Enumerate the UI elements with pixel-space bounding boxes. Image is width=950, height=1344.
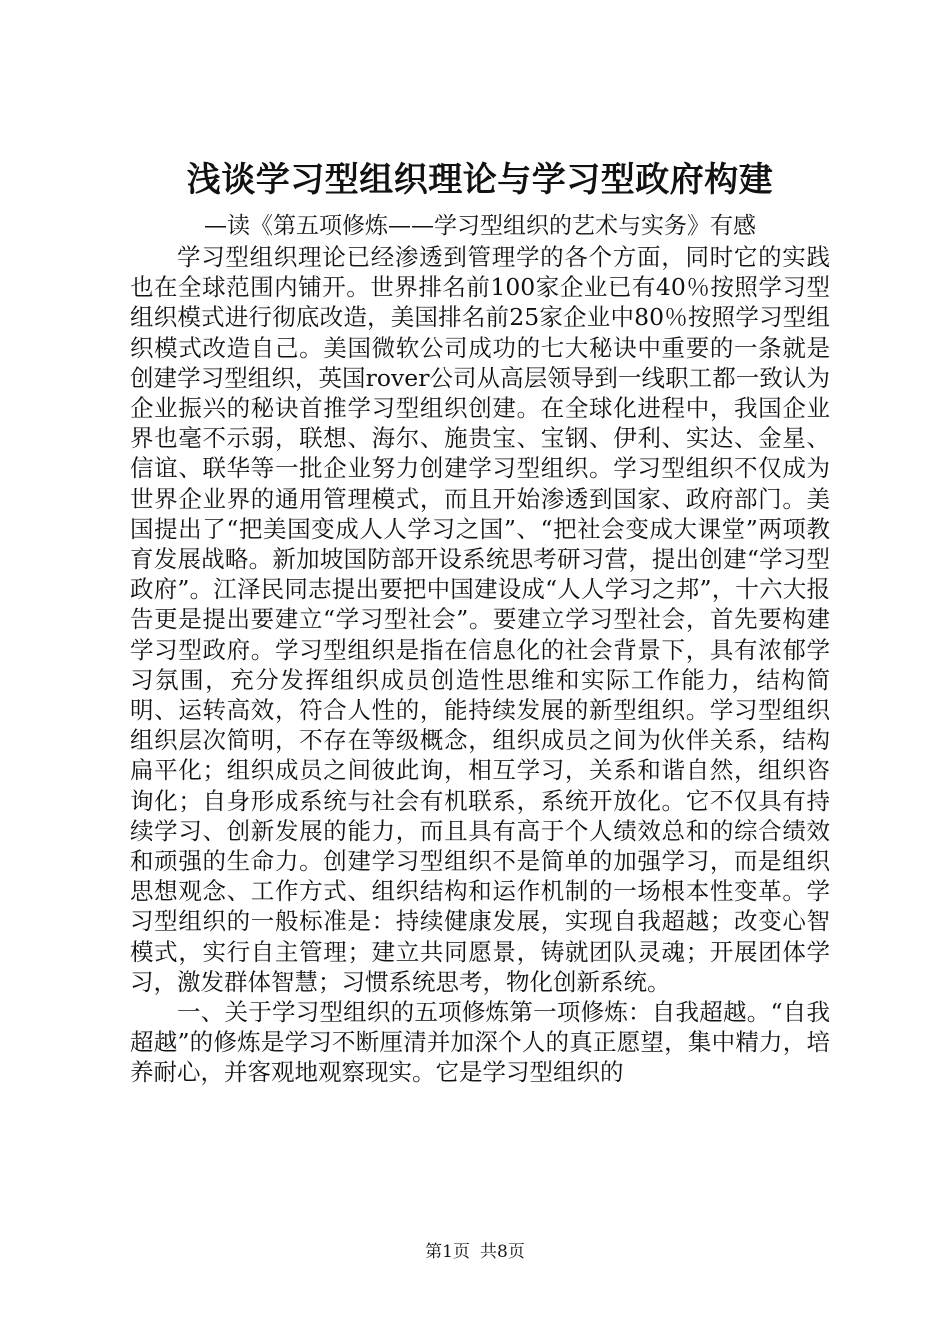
page-number-total: 共8页 <box>480 1242 525 1262</box>
page-number-current: 第1页 <box>425 1242 470 1262</box>
document-title: 浅谈学习型组织理论与学习型政府构建 <box>186 160 774 200</box>
document-page <box>130 150 830 1088</box>
document-subtitle: —读《第五项修炼——学习型组织的艺术与实务》有感 <box>204 213 756 239</box>
body-paragraph-2: 一、关于学习型组织的五项修炼第一项修炼：自我超越。“自我超越”的修炼是学习不断厘清并加深个人的真正愿望，集中精力，培养耐心，并客观地观察现实。它是学习型组织的 <box>130 998 830 1087</box>
body-paragraph-1: 学习型组织理论已经渗透到管理学的各个方面，同时它的实践也在全球范围内铺开。世界排名前100家企业已有40％按照学习型组织模式进行彻底改造，美国排名前25家企业中80％按照学习型组织模式改造自己。美国微软公司成功的七大秘诀中重要的一条就是创建学习型组织，英国rover公司从高层领导到一线职工都一致认为企业振兴的秘诀首推学习型组织创建。在全球化进程中，我国企业界也毫不示弱，联想、海尔、施贵宝、宝钢、伊利、实达、金星、信谊、联华等一批企业努力创建学习型组织。学习型组织不仅成为世界企业界的通用管理模式，而且开始渗透到国家、政府部门。美国提出了“把美国变成人人学习之国”、“把社会变成大课堂”两项教育发展战略。新加坡国防部开设系统思考研习营，提出创建“学习型政府”。江泽民同志提出要把中国建设成“人人学习之邦”，十六大报告更是提出要建立“学习型社会”。要建立学习型社会，首先要构建学习型政府。学习型组织是指在信息化的社会背景下，具有浓郁学习氛围，充分发挥组织成员创造性思维和实际工作能力，结构简明、运转高效，符合人性的，能持续发展的新型组织。学习型组织组织层次简明，不存在等级概念，组织成员之间为伙伴关系，结构扁平化；组织成员之间彼此询，相互学习，关系和谐自然，组织咨询化；自身形成系统与社会有机联系，系统开放化。它不仅具有持续学习、创新发展的能力，而且具有高于个人绩效总和的综合绩效和顽强的生命力。创建学习型组织不是简单的加强学习，而是组织思想观念、工作方式、组织结构和运作机制的一场根本性变革。学习型组织的一般标准是：持续健康发展，实现自我超越；改变心智模式，实行自主管理；建立共同愿景，铸就团队灵魂；开展团体学习，激发群体智慧；习惯系统思考，物化创新系统。 <box>130 243 830 996</box>
page-footer <box>0 1240 950 1264</box>
